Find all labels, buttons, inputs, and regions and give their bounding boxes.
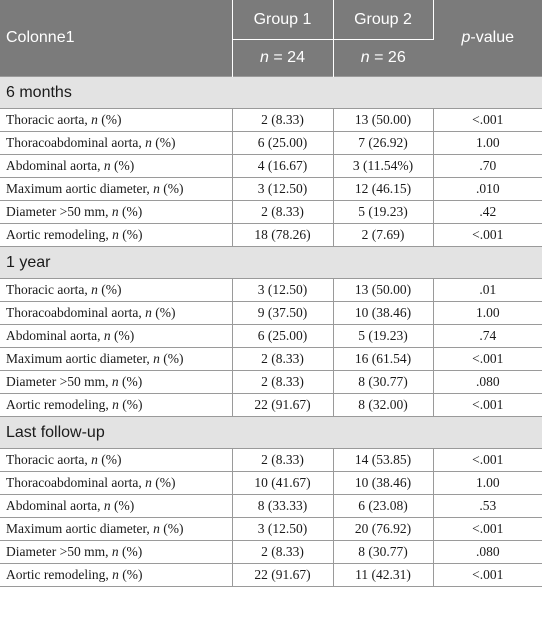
row-label: Maximum aortic diameter, <box>6 181 154 196</box>
table-row <box>0 224 542 247</box>
row-label-cell <box>0 564 232 587</box>
row-unit-rest: (%) <box>118 227 143 242</box>
p-value: 1.00 <box>433 302 542 325</box>
row-unit-n: n <box>91 282 98 297</box>
p-value: 1.00 <box>433 132 542 155</box>
row-label-cell <box>0 449 232 472</box>
group1-value: 8 (33.33) <box>232 495 333 518</box>
row-unit-n: n <box>103 498 111 513</box>
row-label: Diameter >50 mm, <box>6 544 112 559</box>
row-unit-rest: (%) <box>97 112 122 127</box>
row-label: Aortic remodeling, <box>6 567 113 582</box>
p-value: <.001 <box>433 564 542 587</box>
row-label: Abdominal aorta, <box>6 498 104 513</box>
group1-value: 2 (8.33) <box>232 201 333 224</box>
group2-value: 13 (50.00) <box>333 109 433 132</box>
header-n-symbol: n <box>360 49 370 66</box>
header-n-group2 <box>333 40 433 77</box>
header-pvalue <box>433 0 542 77</box>
group2-value: 7 (26.92) <box>333 132 433 155</box>
row-label-cell <box>0 541 232 564</box>
row-label: Diameter >50 mm, <box>6 374 112 389</box>
row-unit-rest: (%) <box>151 305 176 320</box>
group2-value: 8 (32.00) <box>333 394 433 417</box>
row-unit-n: n <box>153 351 160 366</box>
p-value: <.001 <box>433 348 542 371</box>
group1-value: 2 (8.33) <box>232 449 333 472</box>
p-value: .010 <box>433 178 542 201</box>
row-unit-rest: (%) <box>110 498 135 513</box>
group1-value: 3 (12.50) <box>232 178 333 201</box>
group2-value: 8 (30.77) <box>333 541 433 564</box>
row-unit-rest: (%) <box>97 282 122 297</box>
row-unit-rest: (%) <box>151 475 176 490</box>
group1-value: 4 (16.67) <box>232 155 333 178</box>
header-group2: Group 2 <box>333 0 433 40</box>
section-header <box>0 247 542 279</box>
p-value: <.001 <box>433 109 542 132</box>
group1-value: 18 (78.26) <box>232 224 333 247</box>
group1-value: 6 (25.00) <box>232 132 333 155</box>
header-colonne1: Colonne1 <box>0 0 232 77</box>
group2-value: 6 (23.08) <box>333 495 433 518</box>
row-label: Aortic remodeling, <box>6 227 113 242</box>
table-row <box>0 178 542 201</box>
table-row <box>0 394 542 417</box>
group2-value: 14 (53.85) <box>333 449 433 472</box>
table-row <box>0 472 542 495</box>
group1-value: 9 (37.50) <box>232 302 333 325</box>
table-row <box>0 348 542 371</box>
group1-value: 2 (8.33) <box>232 348 333 371</box>
row-unit-rest: (%) <box>110 328 135 343</box>
group1-value: 22 (91.67) <box>232 564 333 587</box>
row-label-cell <box>0 472 232 495</box>
row-unit-rest: (%) <box>159 181 184 196</box>
row-unit-n: n <box>112 397 119 412</box>
row-label-cell <box>0 178 232 201</box>
table-row <box>0 371 542 394</box>
header-n1-value: = 24 <box>268 49 305 66</box>
section-title: 1 year <box>0 247 542 279</box>
section-title: 6 months <box>0 77 542 109</box>
header-pvalue-rest: -value <box>470 29 514 46</box>
table-row <box>0 325 542 348</box>
table-header <box>0 0 542 77</box>
row-unit-n: n <box>111 204 119 219</box>
group1-value: 2 (8.33) <box>232 541 333 564</box>
row-label: Thoracoabdominal aorta, <box>6 135 146 150</box>
row-unit-n: n <box>145 135 152 150</box>
table-row <box>0 449 542 472</box>
row-label: Abdominal aorta, <box>6 158 104 173</box>
group2-value: 10 (38.46) <box>333 302 433 325</box>
p-value: <.001 <box>433 394 542 417</box>
header-n2-value: = 26 <box>369 49 406 66</box>
table-body <box>0 77 542 587</box>
group2-value: 20 (76.92) <box>333 518 433 541</box>
table-row <box>0 495 542 518</box>
group2-value: 11 (42.31) <box>333 564 433 587</box>
row-unit-rest: (%) <box>151 135 176 150</box>
row-unit-n: n <box>111 374 119 389</box>
row-unit-rest: (%) <box>118 204 143 219</box>
row-unit-n: n <box>103 328 111 343</box>
row-label-cell <box>0 132 232 155</box>
header-n-group1 <box>232 40 333 77</box>
row-unit-rest: (%) <box>118 397 143 412</box>
row-label-cell <box>0 201 232 224</box>
group1-value: 6 (25.00) <box>232 325 333 348</box>
row-unit-n: n <box>145 475 152 490</box>
p-value: .53 <box>433 495 542 518</box>
group1-value: 2 (8.33) <box>232 371 333 394</box>
row-label: Thoracoabdominal aorta, <box>6 305 146 320</box>
p-value: .74 <box>433 325 542 348</box>
row-label-cell <box>0 302 232 325</box>
table-row <box>0 132 542 155</box>
row-label-cell <box>0 109 232 132</box>
row-unit-n: n <box>103 158 111 173</box>
group2-value: 5 (19.23) <box>333 201 433 224</box>
row-label-cell <box>0 224 232 247</box>
p-value: .42 <box>433 201 542 224</box>
group2-value: 2 (7.69) <box>333 224 433 247</box>
row-label-cell <box>0 325 232 348</box>
row-label: Thoracic aorta, <box>6 452 92 467</box>
group2-value: 13 (50.00) <box>333 279 433 302</box>
header-pvalue-p: p <box>461 29 471 46</box>
p-value: .080 <box>433 541 542 564</box>
row-unit-n: n <box>111 544 119 559</box>
table-row <box>0 155 542 178</box>
row-unit-n: n <box>145 305 152 320</box>
row-label: Thoracoabdominal aorta, <box>6 475 146 490</box>
row-unit-rest: (%) <box>159 351 184 366</box>
table-row <box>0 279 542 302</box>
row-label: Maximum aortic diameter, <box>6 351 154 366</box>
table-row <box>0 201 542 224</box>
row-unit-n: n <box>91 112 98 127</box>
table-row <box>0 302 542 325</box>
group1-value: 10 (41.67) <box>232 472 333 495</box>
group1-value: 3 (12.50) <box>232 279 333 302</box>
row-label-cell <box>0 371 232 394</box>
row-unit-n: n <box>112 567 119 582</box>
p-value: .01 <box>433 279 542 302</box>
row-unit-rest: (%) <box>118 567 143 582</box>
row-unit-rest: (%) <box>118 544 143 559</box>
row-label-cell <box>0 155 232 178</box>
group2-value: 8 (30.77) <box>333 371 433 394</box>
p-value: .70 <box>433 155 542 178</box>
row-unit-n: n <box>153 181 160 196</box>
row-label: Abdominal aorta, <box>6 328 104 343</box>
p-value: <.001 <box>433 224 542 247</box>
group1-value: 3 (12.50) <box>232 518 333 541</box>
row-label: Thoracic aorta, <box>6 282 92 297</box>
group2-value: 3 (11.54%) <box>333 155 433 178</box>
p-value: .080 <box>433 371 542 394</box>
row-label-cell <box>0 394 232 417</box>
row-label: Aortic remodeling, <box>6 397 113 412</box>
header-n-symbol: n <box>260 49 269 66</box>
p-value: <.001 <box>433 518 542 541</box>
group2-value: 5 (19.23) <box>333 325 433 348</box>
table-row <box>0 541 542 564</box>
header-group1: Group 1 <box>232 0 333 40</box>
row-label-cell <box>0 279 232 302</box>
row-unit-rest: (%) <box>97 452 122 467</box>
table-row <box>0 109 542 132</box>
row-unit-rest: (%) <box>110 158 135 173</box>
row-label: Diameter >50 mm, <box>6 204 112 219</box>
section-header <box>0 77 542 109</box>
group2-value: 10 (38.46) <box>333 472 433 495</box>
p-value: 1.00 <box>433 472 542 495</box>
row-label: Thoracic aorta, <box>6 112 92 127</box>
section-header <box>0 417 542 449</box>
row-unit-rest: (%) <box>159 521 184 536</box>
row-unit-n: n <box>112 227 119 242</box>
row-label-cell <box>0 348 232 371</box>
group1-value: 22 (91.67) <box>232 394 333 417</box>
row-unit-n: n <box>91 452 98 467</box>
group2-value: 12 (46.15) <box>333 178 433 201</box>
row-label-cell <box>0 495 232 518</box>
group2-value: 16 (61.54) <box>333 348 433 371</box>
row-unit-rest: (%) <box>118 374 143 389</box>
row-label: Maximum aortic diameter, <box>6 521 154 536</box>
table-row <box>0 518 542 541</box>
row-unit-n: n <box>153 521 160 536</box>
group1-value: 2 (8.33) <box>232 109 333 132</box>
p-value: <.001 <box>433 449 542 472</box>
section-title: Last follow-up <box>0 417 542 449</box>
table-row <box>0 564 542 587</box>
row-label-cell <box>0 518 232 541</box>
